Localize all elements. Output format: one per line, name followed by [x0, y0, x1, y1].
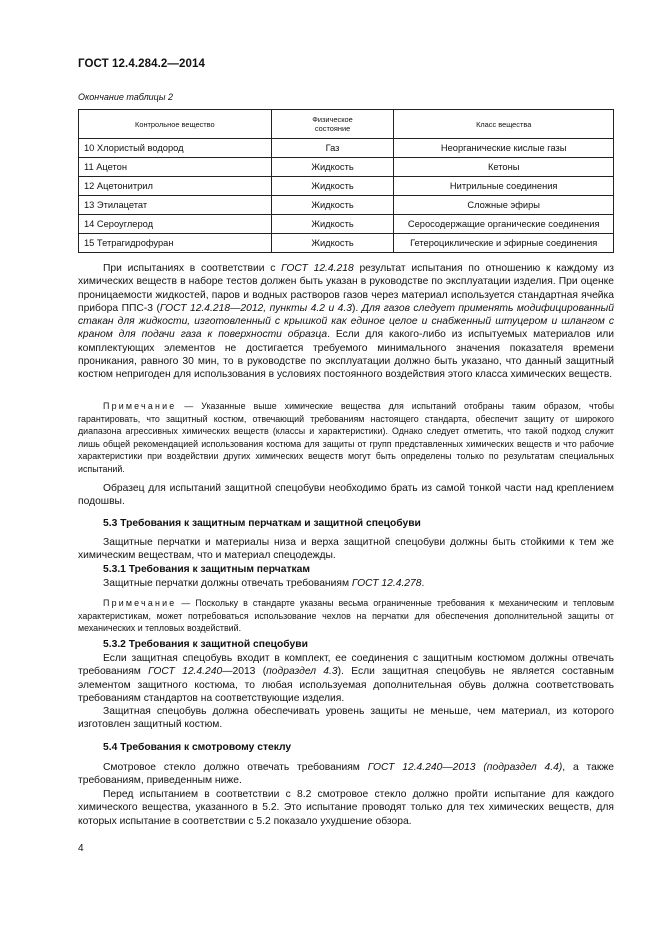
reference-gost: ГОСТ 12.4.278	[351, 578, 422, 589]
table-caption: Окончание таблицы 2	[78, 92, 173, 102]
text: Если защитная спецобувь входит в комплект, ее соединения с защитным костюмом должны отвечать требованиям	[78, 653, 614, 678]
table-row	[79, 196, 614, 215]
table-row	[79, 158, 614, 177]
text: Защитные перчатки должны отвечать требованиям	[103, 578, 352, 589]
document-header: ГОСТ 12.4.284.2—2014	[78, 58, 205, 70]
section-5-3-2-title: 5.3.2 Требования к защитной спецобуви	[103, 639, 308, 650]
cell-substance: 14 Сероуглерод	[79, 215, 272, 234]
table-row	[79, 139, 614, 158]
section-5-3-title: 5.3 Требования к защитным перчаткам и защитной спецобуви	[103, 518, 421, 529]
table-row	[79, 234, 614, 253]
text: При испытаниях в соответствии с	[103, 263, 282, 274]
paragraph-5-3-2	[78, 652, 614, 705]
section-5-4-title: 5.4 Требования к смотровому стеклу	[103, 742, 292, 753]
note-label: Примечание	[103, 598, 177, 608]
reference-gost: ГОСТ 12.4.240	[148, 666, 223, 678]
note-2	[78, 597, 614, 635]
header-state-line2: состояние	[314, 124, 351, 133]
table-row	[79, 177, 614, 196]
text: . Если для какого-либо из испытуемых материалов или комплектующих элементов не достигается требуемого минимального значения показателя времени проникания, равного 30 мин, то в руководстве по эксплуатации должно быть указано, что данный защитный костюм непригоден для использования в условиях постоянного воздействия этого класса химических веществ.	[78, 329, 614, 381]
header-substance: Контрольное вещество	[79, 110, 272, 139]
section-5-3-1-title: 5.3.1 Требования к защитным перчаткам	[103, 564, 311, 575]
paragraph-5-4-test: Перед испытанием в соответствии с 8.2 смотровое стекло должно пройти испытание для каждого химического вещества, указанного в 5.2. Это испытание проводят только для тех химических веществ, для которых испытание в соответствии с 5.2 показало ухудшение обзора.	[78, 789, 614, 827]
cell-class: Сложные эфиры	[394, 196, 614, 215]
cell-state: Жидкость	[271, 215, 394, 234]
note-text: — Указанные выше химические вещества для испытаний отобраны таким образом, чтобы гарантировать, что защитный костюм, отвечающий требованиям настоящего стандарта, обеспечит защиту от широкого диапазона агрессивных химических веществ (классы и характеристики). Однако следует отметить, что такой подход служит лишь общей рекомендацией использования костюма для защиты от групп представленных химических веществ и что рабочие характеристики при воздействии других химических веществ могут быть определены только по результатам специальных испытаний.	[78, 401, 614, 474]
text: результат испытания по отношению к каждому из химических веществ в наборе тестов должен быть указан в руководстве по эксплуатации изделия. При оценке проницаемости жидкостей, паров и водных растворов газов через материал используется стандартная ячейка прибора ППС-3 (	[78, 263, 614, 314]
paragraph-5-3: Защитные перчатки и материалы низа и верха защитной спецобуви должны быть стойкими к тем же химическим веществам, что и материал спецодежды.	[78, 537, 614, 562]
cell-class: Серосодержащие органические соединения	[394, 215, 614, 234]
cell-class: Кетоны	[394, 158, 614, 177]
paragraph-footwear-sample: Образец для испытаний защитной спецобуви необходимо брать из самой тонкой части над креплением подошвы.	[78, 483, 614, 508]
cell-substance: 15 Тетрагидрофуран	[79, 234, 272, 253]
table-row	[79, 215, 614, 234]
text: , а также требованиям, приведенным ниже.	[78, 762, 614, 787]
text: Смотровое стекло должно отвечать требованиям	[103, 762, 368, 773]
note-text: — Поскольку в стандарте указаны весьма ограниченные требования к механическим и тепловым характеристикам, может потребоваться использование чехлов на перчатки для обеспечения дополнительной защиты от механических и тепловых воздействий.	[78, 598, 614, 634]
note-label: Примечание	[103, 401, 177, 411]
cell-substance: 12 Ацетонитрил	[79, 177, 272, 196]
cell-state: Жидкость	[271, 158, 394, 177]
header-state	[271, 110, 394, 139]
text: .	[421, 578, 425, 589]
cell-state: Жидкость	[271, 196, 394, 215]
cell-class: Нитрильные соединения	[394, 177, 614, 196]
text: —2013 (	[222, 666, 267, 678]
table-header-row	[79, 110, 614, 139]
paragraph-5-3-1	[78, 577, 614, 590]
reference-gost: ГОСТ 12.4.218	[281, 263, 354, 274]
emphasis-text: Для газов следует применять модифицированный стакан для жидкости, изготовленный с крышкой как единое целое и снабженный штуцером и шлангом с краном для подачи газа к поверхности образца	[78, 302, 614, 341]
cell-substance: 13 Этилацетат	[79, 196, 272, 215]
reference-gost: ГОСТ 12.4.240—2013 (подраздел 4.4)	[367, 762, 563, 773]
header-state-line1: Физическое	[312, 115, 353, 124]
header-class: Класс вещества	[394, 110, 614, 139]
reference-subsection: подраздел 4.3	[266, 666, 338, 678]
page-number: 4	[78, 843, 84, 854]
note-1	[78, 400, 614, 476]
paragraph-test-results	[78, 262, 614, 382]
cell-substance: 11 Ацетон	[79, 158, 272, 177]
paragraph-5-3-2-protection: Защитная спецобувь должна обеспечивать уровень защиты не меньше, чем материал, из которого изготовлен защитный костюм.	[78, 706, 614, 731]
cell-class: Гетероциклические и эфирные соединения	[394, 234, 614, 253]
substances-table	[78, 109, 614, 253]
cell-state: Жидкость	[271, 234, 394, 253]
text: ). Если защитная спецобувь не является составным элементом защитного костюма, то любая используемая дополнительная обувь должна соответствовать требованиям стандартов на соответствующие изделия.	[78, 666, 614, 704]
reference-gost: ГОСТ 12.4.218—2012, пункты 4.2 и 4.3	[159, 302, 352, 314]
cell-substance: 10 Хлористый водород	[79, 139, 272, 158]
paragraph-5-4	[78, 761, 614, 788]
cell-state: Газ	[271, 139, 394, 158]
text: ).	[351, 302, 362, 314]
cell-class: Неорганические кислые газы	[394, 139, 614, 158]
cell-state: Жидкость	[271, 177, 394, 196]
